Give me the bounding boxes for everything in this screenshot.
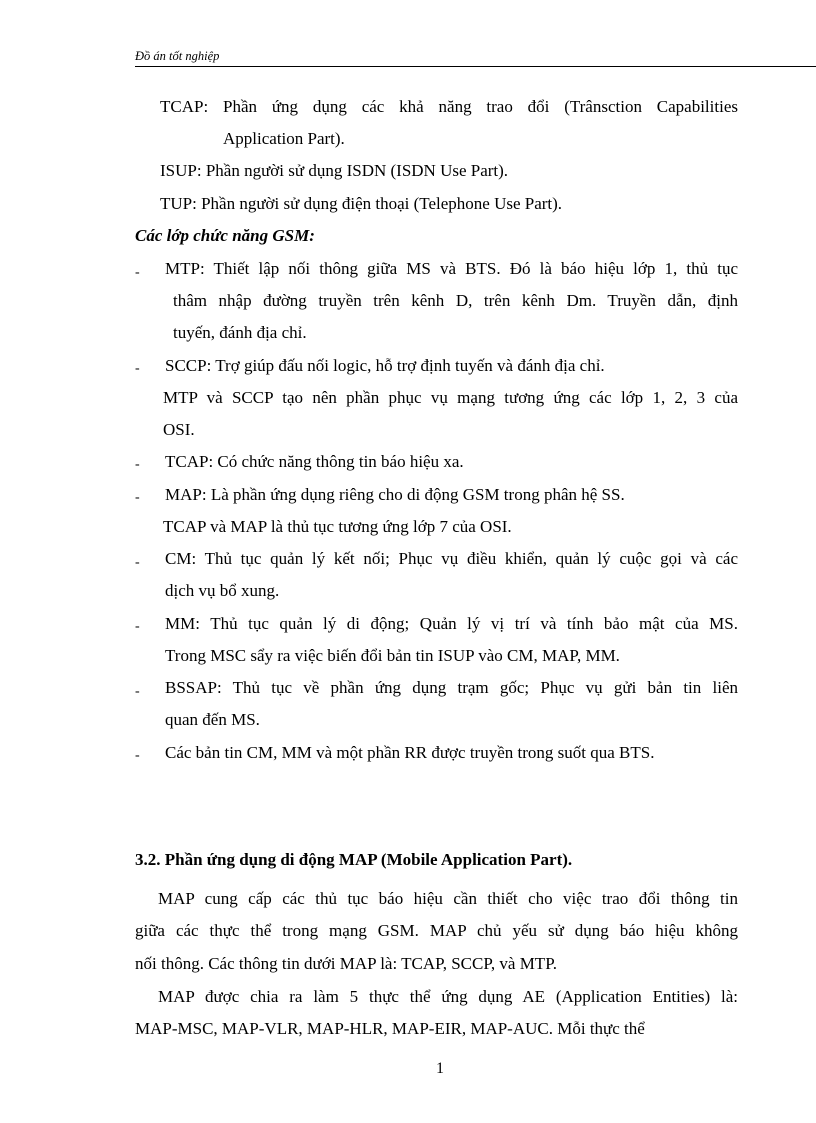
isup-definition: ISUP: Phần người sử dụng ISDN (ISDN Use Part). [160,161,509,180]
mtp-line3: tuyến, đánh địa chỉ. [173,323,307,342]
mm-line1: MM: Thủ tục quản lý di động; Quản lý vị trí và tính bảo mật của MS. [165,614,738,633]
cm-line2: dịch vụ bổ xung. [165,581,280,600]
sccp-note-line2: OSI. [163,420,195,439]
bullet-sccp: - [135,361,140,376]
header-rule [135,66,816,67]
section-p2-line2: MAP-MSC, MAP-VLR, MAP-HLR, MAP-EIR, MAP-AUC. Mỗi thực thể [135,1019,645,1038]
bullet-mm: - [135,619,140,634]
bullet-tcap: - [135,457,140,472]
bullet-map: - [135,490,140,505]
section-p1-line1: MAP cung cấp các thủ tục báo hiệu cần thiết cho việc trao đổi thông tin [158,889,738,908]
section-heading: 3.2. Phần ứng dụng di động MAP (Mobile Application Part). [135,850,573,869]
gsm-layers-heading: Các lớp chức năng GSM: [135,226,315,245]
cm-line1: CM: Thủ tục quản lý kết nối; Phục vụ điều khiển, quản lý cuộc gọi và các [165,549,738,568]
page-number: 1 [436,1060,444,1077]
bullet-rr: - [135,748,140,763]
sccp-note-line1: MTP và SCCP tạo nên phần phục vụ mạng tương ứng các lớp 1, 2, 3 của [163,388,738,407]
mtp-line2: thâm nhập đường truyền trên kênh D, trên kênh Dm. Truyền dẫn, định [173,291,738,310]
section-p1-line3: nối thông. Các thông tin dưới MAP là: TCAP, SCCP, và MTP. [135,954,558,973]
tcap-function: TCAP: Có chức năng thông tin báo hiệu xa. [165,452,464,471]
bssap-line2: quan đến MS. [165,710,260,729]
sccp-line1: SCCP: Trợ giúp đấu nối logic, hỗ trợ định tuyến và đánh địa chỉ. [165,356,605,375]
bullet-cm: - [135,555,140,570]
bullet-bssap: - [135,684,140,699]
tcap-definition-line1: TCAP: Phần ứng dụng các khả năng trao đổi (Trânsction Capabilities [160,97,738,116]
tup-definition: TUP: Phần người sử dụng điện thoại (Telephone Use Part). [160,194,563,213]
map-function: MAP: Là phần ứng dụng riêng cho di động GSM trong phân hệ SS. [165,485,625,504]
tcap-definition-line2: Application Part). [223,129,345,148]
bssap-line1: BSSAP: Thủ tục về phần ứng dụng trạm gốc; Phục vụ gửi bản tin liên [165,678,738,697]
rr-line: Các bản tin CM, MM và một phần RR được truyền trong suốt qua BTS. [165,743,655,762]
bullet-mtp: - [135,265,140,280]
mm-line2: Trong MSC sẩy ra việc biến đổi bản tin ISUP vào CM, MAP, MM. [165,646,620,665]
page-header-title: Đồ án tốt nghiệp [135,49,220,63]
mtp-line1: MTP: Thiết lập nối thông giữa MS và BTS. Đó là báo hiệu lớp 1, thủ tục [165,259,738,278]
section-p1-line2: giữa các thực thể trong mạng GSM. MAP chủ yếu sử dụng báo hiệu không [135,921,738,940]
section-p2-line1: MAP được chia ra làm 5 thực thể ứng dụng AE (Application Entities) là: [158,987,738,1006]
map-note: TCAP và MAP là thủ tục tương ứng lớp 7 của OSI. [163,517,512,536]
